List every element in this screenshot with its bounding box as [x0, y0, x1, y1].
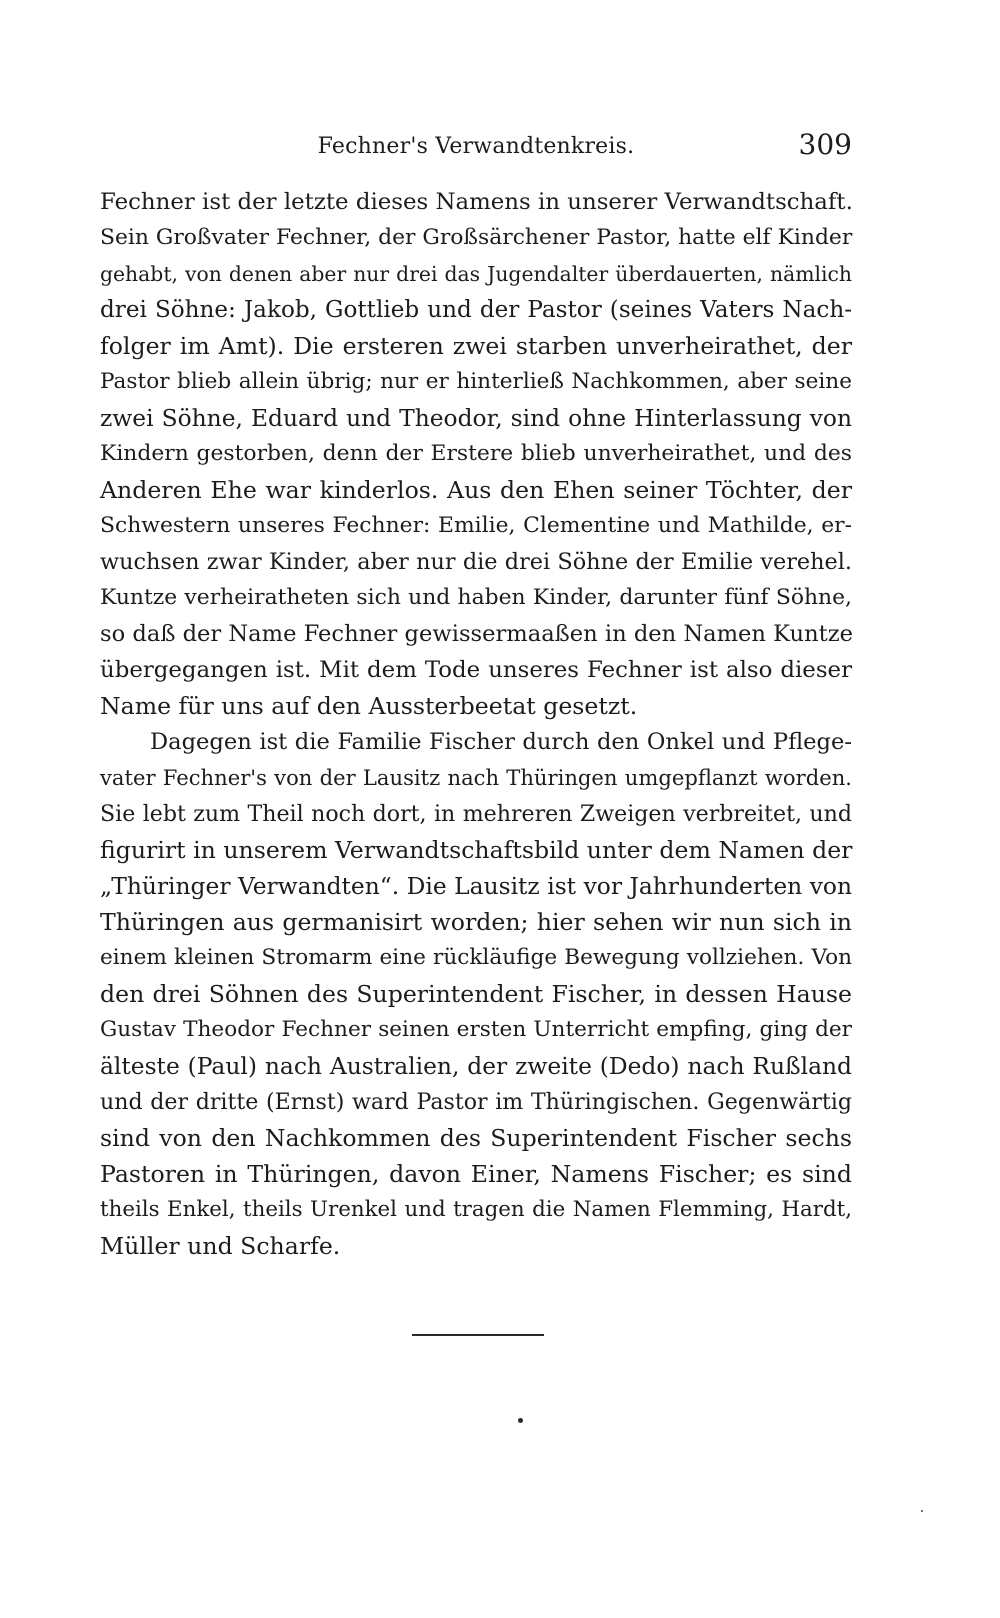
paragraph-1 — [100, 184, 852, 724]
text-line: Müller und Scharfe. — [100, 1232, 341, 1260]
text-line: „Thüringer Verwandten“. Die Lausitz ist vor Jahrhunderten von — [100, 872, 852, 900]
text-line: Dagegen ist die Familie Fischer durch den Onkel und Pflege- — [150, 729, 852, 755]
text-line: theils Enkel, theils Urenkel und tragen die Namen Flemming, Hardt, — [100, 1197, 852, 1222]
body-text — [100, 184, 852, 1264]
ink-dot — [518, 1418, 523, 1423]
text-line: figurirt in unserem Verwandtschaftsbild unter dem Namen der — [100, 836, 853, 864]
text-line: so daß der Name Fechner gewissermaaßen in den Namen Kuntze — [100, 621, 853, 647]
text-line: folger im Amt). Die ersteren zwei starben unverheirathet, der — [100, 332, 852, 360]
text-line: vater Fechner's von der Lausitz nach Thüringen umgepflanzt worden. — [100, 765, 852, 790]
section-end-rule — [412, 1334, 544, 1336]
running-title: Fechner's Verwandtenkreis. — [317, 134, 635, 159]
text-line: Sie lebt zum Theil noch dort, in mehreren Zweigen verbreitet, und — [100, 801, 852, 827]
text-line: Fechner ist der letzte dieses Namens in unserer Verwandtschaft. — [100, 189, 853, 215]
text-line: einem kleinen Stromarm eine rückläufige Bewegung vollziehen. Von — [100, 945, 852, 970]
text-line: wuchsen zwar Kinder, aber nur die drei Söhne der Emilie verehel. — [100, 549, 852, 575]
page-number: 309 — [798, 128, 852, 161]
text-line: gehabt, von denen aber nur drei das Jugendalter überdauerten, nämlich — [100, 262, 852, 286]
text-line: und der dritte (Ernst) ward Pastor im Thüringischen. Gegenwärtig — [100, 1089, 852, 1115]
running-head — [100, 126, 852, 170]
text-line: Kindern gestorben, denn der Erstere blieb unverheirathet, und des — [100, 441, 852, 466]
text-line: drei Söhne: Jakob, Gottlieb und der Pastor (seines Vaters Nach- — [100, 297, 852, 323]
text-line: Anderen Ehe war kinderlos. Aus den Ehen seiner Töchter, der — [100, 476, 852, 504]
text-line: älteste (Paul) nach Australien, der zweite (Dedo) nach Rußland — [100, 1052, 852, 1080]
text-line: Pastoren in Thüringen, davon Einer, Namens Fischer; es sind — [100, 1160, 852, 1188]
text-line: Name für uns auf den Aussterbeetat gesetzt. — [100, 692, 638, 720]
paper-speck — [921, 1510, 923, 1512]
paragraph-2 — [100, 724, 852, 1264]
text-line: Pastor blieb allein übrig; nur er hinterließ Nachkommen, aber seine — [100, 369, 852, 394]
text-line: Thüringen aus germanisirt worden; hier sehen wir nun sich in — [100, 908, 852, 936]
text-line: Sein Großvater Fechner, der Großsärchener Pastor, hatte elf Kinder — [100, 225, 853, 250]
text-line: Kuntze verheiratheten sich und haben Kinder, darunter fünf Söhne, — [100, 585, 852, 610]
text-line: Gustav Theodor Fechner seinen ersten Unterricht empfing, ging der — [100, 1017, 852, 1042]
text-line: zwei Söhne, Eduard und Theodor, sind ohne Hinterlassung von — [100, 404, 852, 432]
text-line: übergegangen ist. Mit dem Tode unseres Fechner ist also dieser — [100, 657, 852, 683]
text-line: den drei Söhnen des Superintendent Fischer, in dessen Hause — [100, 980, 852, 1008]
text-line: sind von den Nachkommen des Superintendent Fischer sechs — [100, 1124, 852, 1152]
text-line: Schwestern unseres Fechner: Emilie, Clementine und Mathilde, er- — [100, 513, 852, 538]
